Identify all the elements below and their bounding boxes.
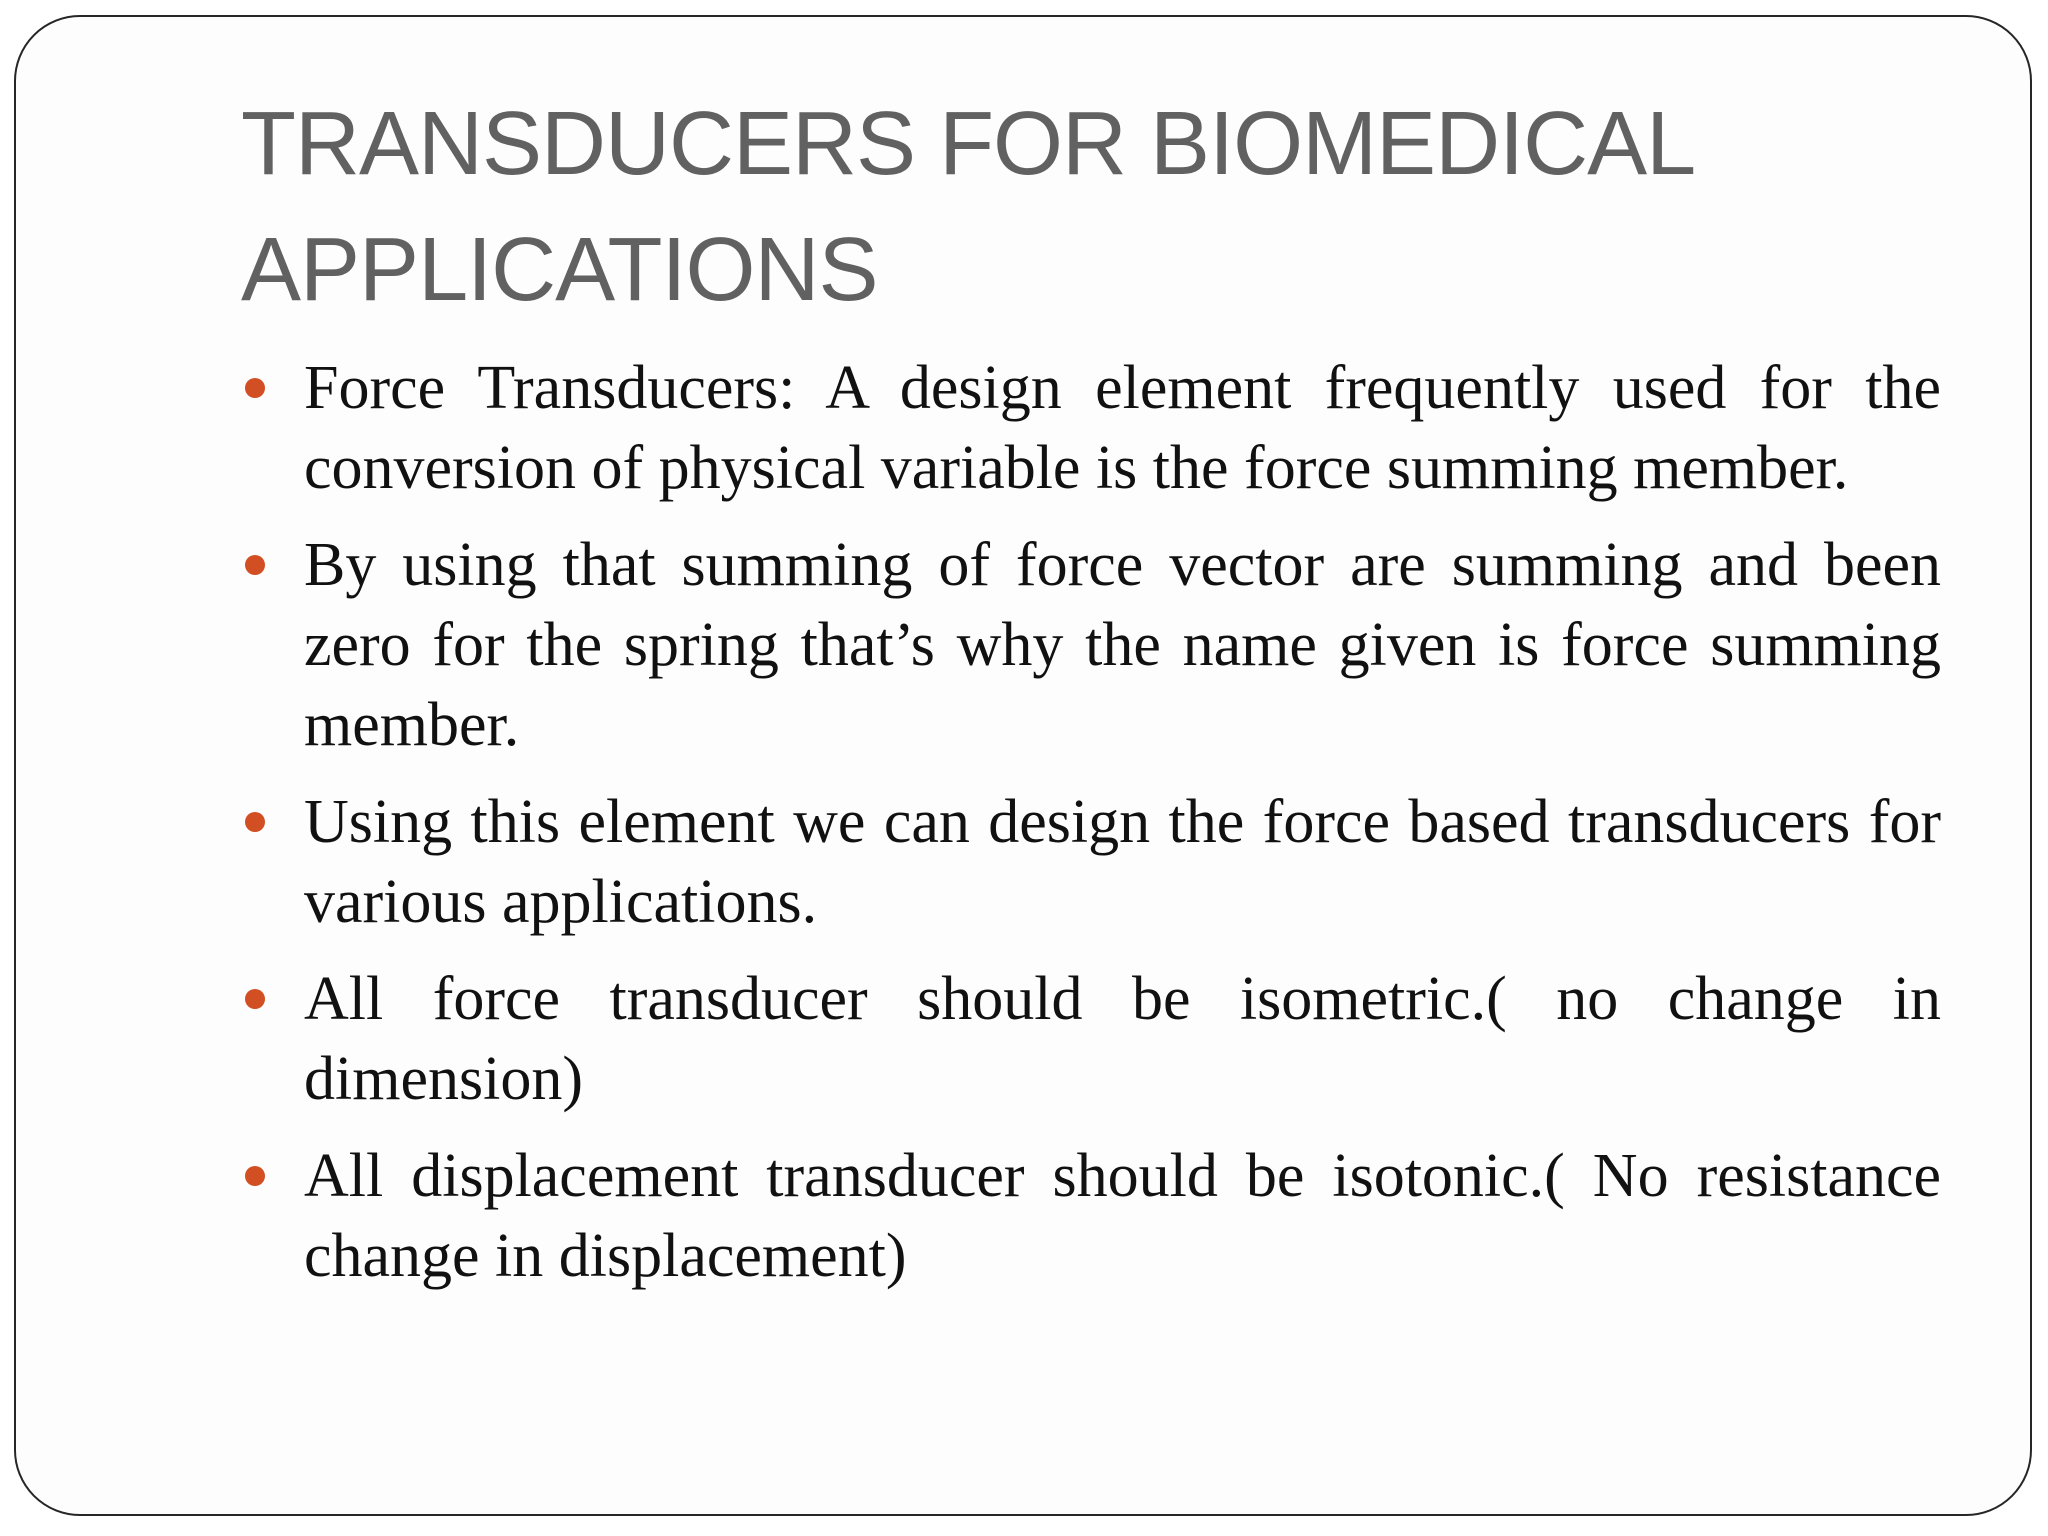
slide-title: TRANSDUCERS FOR BIOMEDICAL APPLICATIONS <box>241 94 1692 320</box>
bullet-item <box>304 1136 1941 1296</box>
bullet-dot-icon <box>245 378 265 398</box>
bullet-dot-icon <box>245 555 265 575</box>
bullet-text: Using this element we can design the force based transducers for various applications. <box>304 788 1941 936</box>
bullet-text: All force transducer should be isometric.( no change in dimension) <box>304 965 1941 1113</box>
bullet-item <box>304 525 1941 765</box>
bullet-dot-icon <box>245 1166 265 1186</box>
bullet-text: Force Transducers: A design element frequently used for the conversion of physical variable is the force summing member. <box>304 354 1941 502</box>
slide <box>14 15 2032 1516</box>
bullet-dot-icon <box>245 989 265 1009</box>
bullet-list <box>304 348 1941 1313</box>
bullet-text: All displacement transducer should be isotonic.( No resistance change in displacement) <box>304 1142 1941 1290</box>
bullet-text: By using that summing of force vector are summing and been zero for the spring that’s why the name given is force summing member. <box>304 531 1941 759</box>
bullet-dot-icon <box>245 812 265 832</box>
bullet-item <box>304 959 1941 1119</box>
bullet-item <box>304 348 1941 508</box>
bullet-item <box>304 782 1941 942</box>
